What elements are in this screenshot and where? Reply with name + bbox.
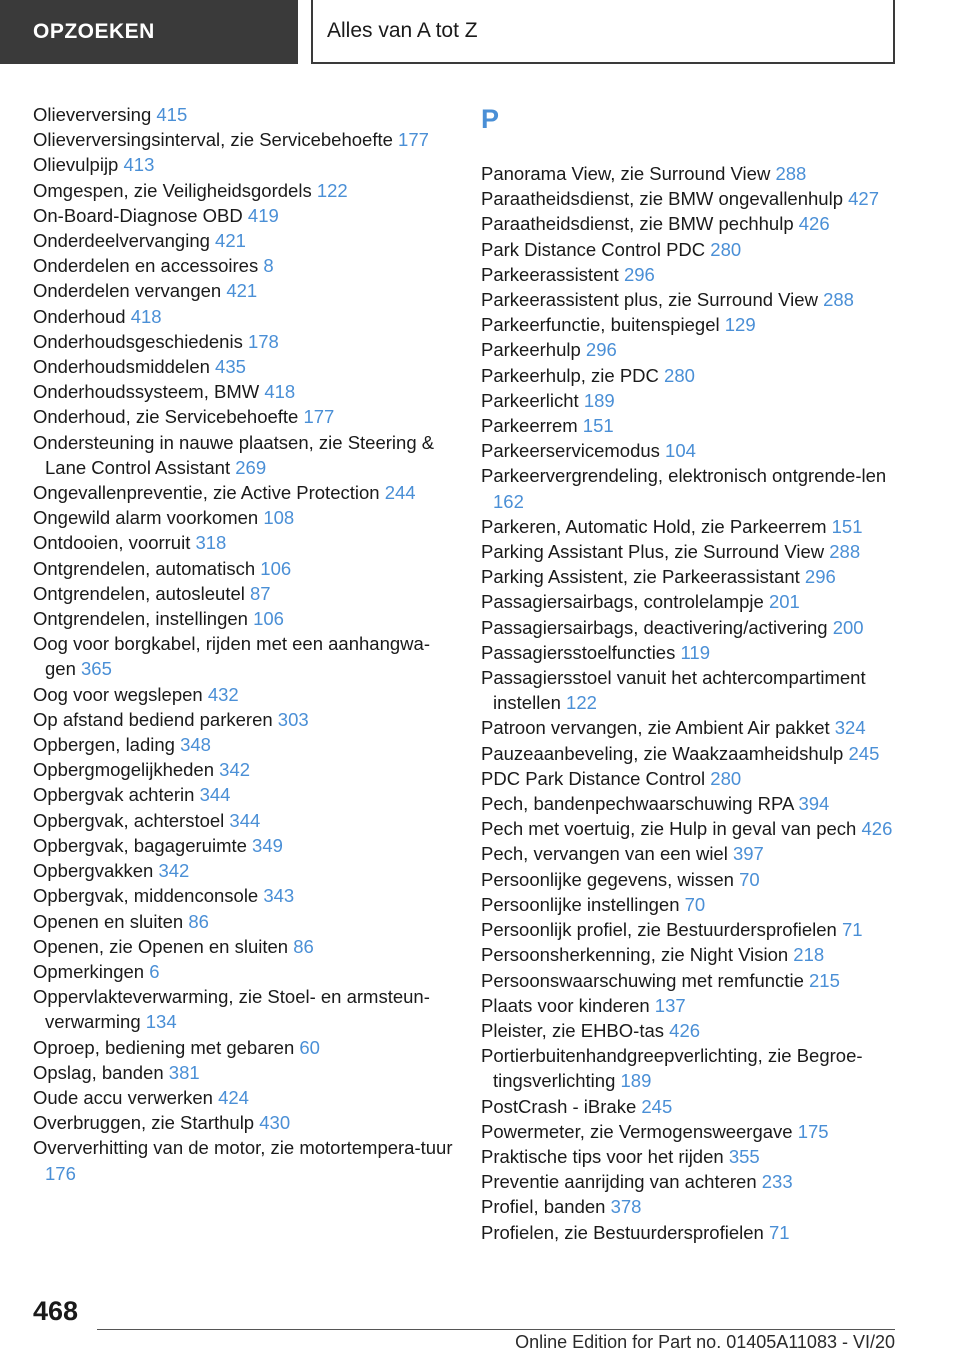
index-entry-term: PDC Park Distance Control [481,767,706,789]
index-entry-term: Parking Assistent, zie Parkeerassistant [481,566,800,588]
index-page-link[interactable]: 134 [145,1011,177,1033]
index-entry-term: PostCrash - iBrake [481,1095,637,1117]
index-entry-term: Parkeerfunctie, buitenspiegel [481,314,720,336]
index-entry-term: Omgespen, zie Veiligheidsgordels [33,179,312,201]
index-page-link[interactable]: 177 [303,406,335,428]
index-entry [33,505,453,530]
index-entry [481,161,901,186]
index-entry-term: Ongewild alarm voorkomen [33,507,259,529]
index-entry [481,993,901,1018]
index-column-left [33,102,453,1186]
index-entry-term: Parkeerservicemodus [481,440,660,462]
index-entry-term: Parkeerrem [481,415,578,437]
index-entry [33,304,453,329]
index-page-link[interactable]: 344 [199,784,231,806]
index-page-link[interactable]: 426 [798,213,830,235]
index-entry-term: Parkeerlicht [481,389,579,411]
index-entry [33,480,453,505]
index-entry-term: Opbergen, lading [33,734,175,756]
index-entry [33,203,453,228]
index-entry-term: Parkeervergrendeling, elektronisch ontgrende-len [481,465,887,487]
index-page-link[interactable]: 427 [848,188,880,210]
index-entry [33,782,453,807]
index-entry-term: Preventie aanrijding van achteren [481,1171,757,1193]
index-entry [481,1169,901,1194]
index-entry [481,640,901,665]
index-entry-term: Pleister, zie EHBO-tas [481,1019,665,1041]
index-entry-term: Oppervlakteverwarming, zie Stoel- en armsteun-verwarming [33,986,430,1033]
index-page-link[interactable]: 421 [215,230,246,252]
index-page-link[interactable]: 177 [398,129,429,151]
index-page-link[interactable]: 245 [848,742,880,764]
index-entry [481,413,901,438]
page-number: 468 [33,1296,79,1326]
index-entry [33,404,453,429]
index-entry-term: Pech met voertuig, zie Hulp in geval van pech [481,818,857,840]
index-entry-term: Olieverversingsinterval, zie Servicebehoefte [33,129,393,151]
index-page-link[interactable]: 71 [768,1221,790,1243]
index-entry [33,152,453,177]
index-entry [33,934,453,959]
index-page-link[interactable]: 106 [260,557,292,579]
index-entry-term: Oog voor borgkabel, rijden met een aanhangwa-gen [33,633,430,680]
index-entry-term: Patroon vervangen, zie Ambient Air pakket [481,717,830,739]
index-entry [33,909,453,934]
index-entry-term: Park Distance Control PDC [481,238,706,260]
index-entry-term: Onderhoudsmiddelen [33,356,210,378]
index-page-link[interactable]: 218 [793,944,825,966]
index-entry-term: Powermeter, zie Vermogensweergave [481,1120,793,1142]
index-page-link[interactable]: 348 [180,734,211,756]
index-entry [33,833,453,858]
index-entry [481,1018,901,1043]
index-page-link[interactable]: 424 [218,1086,249,1108]
index-entry-term: Parkeerassistent plus, zie Surround View [481,289,818,311]
index-entry-term: Oog voor wegslepen [33,683,203,705]
edition-note: Online Edition for Part no. 01405A11083 - VI/20 [515,1332,895,1352]
index-entry [481,388,901,413]
index-entry [481,942,901,967]
index-entry [33,984,453,1034]
index-entry-term: Parkeren, Automatic Hold, zie Parkeerrem [481,515,827,537]
index-page-link[interactable]: 189 [620,1070,652,1092]
index-entry-term: Persoonswaarschuwing met remfunctie [481,969,804,991]
index-entry [33,354,453,379]
index-entry [33,631,453,681]
index-page-link[interactable]: 296 [623,263,655,285]
index-entry [481,1119,901,1144]
index-page-link[interactable]: 432 [207,683,239,705]
index-page-link[interactable]: 200 [832,616,864,638]
index-entry [33,581,453,606]
index-page-link[interactable]: 430 [259,1112,291,1134]
index-entry [481,892,901,917]
index-entry-term: Passagiersairbags, deactivering/activering [481,616,828,638]
index-entry-term: Pech, vervangen van een wiel [481,843,728,865]
index-page-link[interactable]: 365 [81,658,112,680]
index-entry [481,615,901,640]
index-page-link[interactable]: 418 [130,305,162,327]
index-page-link[interactable]: 419 [247,204,279,226]
index-entry-term: Opmerkingen [33,960,145,982]
index-entry-term: Olieverversing [33,104,152,125]
index-page-link[interactable]: 421 [226,280,258,302]
index-page-link[interactable]: 288 [829,541,861,563]
index-page-link[interactable]: 397 [732,843,764,865]
footer-divider [97,1329,895,1330]
index-page-link[interactable]: 104 [665,440,696,462]
index-page-link[interactable]: 344 [229,809,261,831]
index-entry [481,514,901,539]
chapter-title: Alles van A tot Z [311,0,895,64]
index-entry-term: Profielen, zie Bestuurdersprofielen [481,1221,764,1243]
index-page-link[interactable]: 378 [610,1196,642,1218]
index-page-link[interactable]: 381 [168,1061,200,1083]
index-page-link[interactable]: 296 [804,566,836,588]
index-entry [33,883,453,908]
index-entry [33,1085,453,1110]
index-page-link[interactable]: 108 [263,507,295,529]
index-entry [481,841,901,866]
index-page-link[interactable]: 394 [798,793,830,815]
section-tab: OPZOEKEN [0,0,298,64]
index-page-link[interactable]: 129 [724,314,756,336]
index-entry [481,438,901,463]
index-entry-term: Overbruggen, zie Starthulp [33,1112,255,1134]
index-entry [481,766,901,791]
index-entry-term: Profiel, banden [481,1196,606,1218]
index-entry-term: Persoonlijke instellingen [481,893,680,915]
index-entry-term: Panorama View, zie Surround View [481,163,771,184]
index-entry-term: Onderdelen vervangen [33,280,222,302]
index-entry-term: Onderdeelvervanging [33,230,210,252]
index-entry-term: Onderhoudsgeschiedenis [33,330,243,352]
index-entry [33,530,453,555]
index-entry [481,211,901,236]
index-entry-term: Paraatheidsdienst, zie BMW ongevallenhulp [481,188,843,210]
page-header [0,0,960,68]
index-page-link[interactable]: 71 [841,919,863,941]
index-page-link[interactable]: 122 [316,179,348,201]
index-list-right [481,161,901,1245]
index-page-link[interactable]: 86 [293,935,314,957]
index-entry [33,808,453,833]
index-entry [33,178,453,203]
index-entry-term: Oproep, bediening met gebaren [33,1036,295,1058]
index-entry-term: Opbergvak, achterstoel [33,809,225,831]
index-entry [481,337,901,362]
index-entry-term: Onderhoudssysteem, BMW [33,381,260,403]
index-entry-term: Pauzeaanbeveling, zie Waakzaamheidshulp [481,742,844,764]
index-entry [481,1144,901,1169]
index-page-link[interactable]: 296 [585,339,617,361]
index-page-link[interactable]: 87 [250,582,271,604]
index-entry [481,287,901,312]
index-entry-term: Openen, zie Openen en sluiten [33,935,289,957]
index-entry-term: Opbergvak, middenconsole [33,885,259,907]
index-entry-term: Ontgrendelen, instellingen [33,608,248,630]
index-page-link[interactable]: 201 [768,591,800,613]
index-entry-term: Ondersteuning in nauwe plaatsen, zie Steering & Lane Control Assistant [33,431,435,478]
index-entry-term: Openen en sluiten [33,910,184,932]
index-entry [481,1220,901,1245]
index-page-link[interactable]: 288 [823,289,854,311]
index-entry [481,715,901,740]
index-entry [33,858,453,883]
index-entry [33,732,453,757]
index-entry [481,917,901,942]
index-entry [481,1194,901,1219]
index-entry [33,606,453,631]
index-page-link[interactable]: 343 [263,885,295,907]
index-entry-term: Ontgrendelen, autosleutel [33,582,245,604]
index-entry-term: Parkeerhulp, zie PDC [481,364,659,386]
index-entry-term: Onderhoud [33,305,126,327]
index-entry [481,741,901,766]
index-entry-term: Opbergmogelijkheden [33,759,215,781]
index-page-link[interactable]: 435 [215,356,246,378]
index-entry-term: Ontgrendelen, automatisch [33,557,256,579]
index-entry-term: Ongevallenpreventie, zie Active Protection [33,482,380,504]
index-entry [481,665,901,715]
index-entry-term: Praktische tips voor het rijden [481,1145,724,1167]
index-column-right [481,102,901,1245]
index-entry [481,363,901,388]
index-entry-term: Passagiersstoelfuncties [481,641,676,663]
index-entry [33,1060,453,1085]
index-page-link[interactable]: 418 [264,381,296,403]
index-page-link[interactable]: 245 [641,1095,673,1117]
index-entry-term: Opslag, banden [33,1061,164,1083]
index-entry [33,329,453,354]
index-page-link[interactable]: 244 [384,482,416,504]
index-page-link[interactable]: 426 [861,818,893,840]
index-page-link[interactable]: 119 [680,641,710,663]
index-page-link[interactable]: 426 [669,1019,701,1041]
index-entry-term: Passagiersstoel vanuit het achtercompartiment instellen [481,667,866,714]
index-page-link[interactable]: 106 [253,608,284,630]
index-page-link[interactable]: 215 [809,969,840,991]
index-entry [33,228,453,253]
index-entry [33,102,453,127]
index-entry-term: Plaats voor kinderen [481,994,650,1016]
index-page-link[interactable]: 280 [710,238,742,260]
index-entry-term: Opbergvakken [33,860,154,882]
index-entry-term: Pech, bandenpechwaarschuwing RPA [481,793,794,815]
index-entry [481,312,901,337]
index-entry-term: Onderdelen en accessoires [33,255,259,277]
index-entry-term: Opbergvak, bagageruimte [33,834,247,856]
index-entry-term: Olievulpijp [33,154,119,176]
index-page-link[interactable]: 233 [761,1171,793,1193]
index-page-link[interactable]: 349 [252,834,283,856]
index-page-link[interactable]: 70 [684,893,706,915]
index-entry-term: On-Board-Diagnose OBD [33,204,243,226]
index-entry [481,237,901,262]
index-entry-term: Oververhitting van de motor, zie motortempera-tuur [33,1137,453,1159]
index-page-link[interactable]: 6 [149,960,160,982]
index-entry-term: Parkeerhulp [481,339,581,361]
index-entry-term: Op afstand bediend parkeren [33,708,273,730]
index-entry [33,757,453,782]
index-page-link[interactable]: 86 [188,910,209,932]
index-letter-heading: P [481,104,500,134]
index-page-link[interactable]: 280 [664,364,695,386]
index-entry [481,186,901,211]
index-page-link[interactable]: 324 [834,717,866,739]
index-page-link[interactable]: 342 [219,759,251,781]
index-entry [33,430,453,480]
index-entry-term: Portierbuitenhandgreepverlichting, zie Begroe-tingsverlichting [481,1045,863,1092]
index-page-link[interactable]: 176 [45,1162,76,1184]
index-entry-term: Persoonlijk profiel, zie Bestuurdersprofielen [481,919,837,941]
index-entry-term: Onderhoud, zie Servicebehoefte [33,406,299,428]
index-page-link[interactable]: 415 [156,104,188,125]
index-entry [33,556,453,581]
index-entry [481,968,901,993]
index-page-link[interactable]: 137 [654,994,686,1016]
index-page-link[interactable]: 288 [775,163,807,184]
index-page-link[interactable]: 70 [739,868,760,890]
index-page-link[interactable]: 151 [582,415,614,437]
index-entry [481,867,901,892]
index-entry [33,682,453,707]
index-page-link[interactable]: 342 [158,860,190,882]
index-entry [33,1035,453,1060]
index-entry [33,1110,453,1135]
index-page-link[interactable]: 280 [710,767,742,789]
index-entry-term: Ontdooien, voorruit [33,532,191,554]
index-page-link[interactable]: 122 [566,692,597,714]
index-entry [481,463,901,513]
index-entry [481,262,901,287]
index-entry-term: Parkeerassistent [481,263,619,285]
index-page-link[interactable]: 162 [493,490,524,512]
index-entry [33,379,453,404]
index-page-link[interactable]: 178 [247,330,279,352]
index-page-link[interactable]: 303 [277,708,309,730]
index-page-link[interactable]: 318 [195,532,227,554]
index-entry [33,253,453,278]
index-page-link[interactable]: 269 [235,456,267,478]
index-entry [33,707,453,732]
index-entry [481,539,901,564]
index-entry [481,1043,901,1093]
index-page-link[interactable]: 151 [831,515,863,537]
index-entry-term: Persoonlijke gegevens, wissen [481,868,734,890]
index-entry [33,127,453,152]
index-entry [33,1135,453,1185]
index-entry-term: Parking Assistant Plus, zie Surround View [481,541,825,563]
index-page-link[interactable]: 60 [299,1036,320,1058]
index-entry [33,278,453,303]
index-entry-term: Opbergvak achterin [33,784,195,806]
index-entry [481,791,901,816]
index-entry [481,564,901,589]
index-entry [481,589,901,614]
index-page-link[interactable]: 8 [263,255,274,277]
index-entry-term: Oude accu verwerken [33,1086,213,1108]
index-page-link[interactable]: 175 [797,1120,829,1142]
index-entry-term: Passagiersairbags, controlelampje [481,591,764,613]
index-entry [481,816,901,841]
index-entry-term: Paraatheidsdienst, zie BMW pechhulp [481,213,794,235]
index-page-link[interactable]: 189 [583,389,615,411]
index-entry-term: Persoonsherkenning, zie Night Vision [481,944,789,966]
index-entry [481,1094,901,1119]
index-page-link[interactable]: 355 [728,1145,760,1167]
index-page-link[interactable]: 413 [123,154,155,176]
index-entry [33,959,453,984]
